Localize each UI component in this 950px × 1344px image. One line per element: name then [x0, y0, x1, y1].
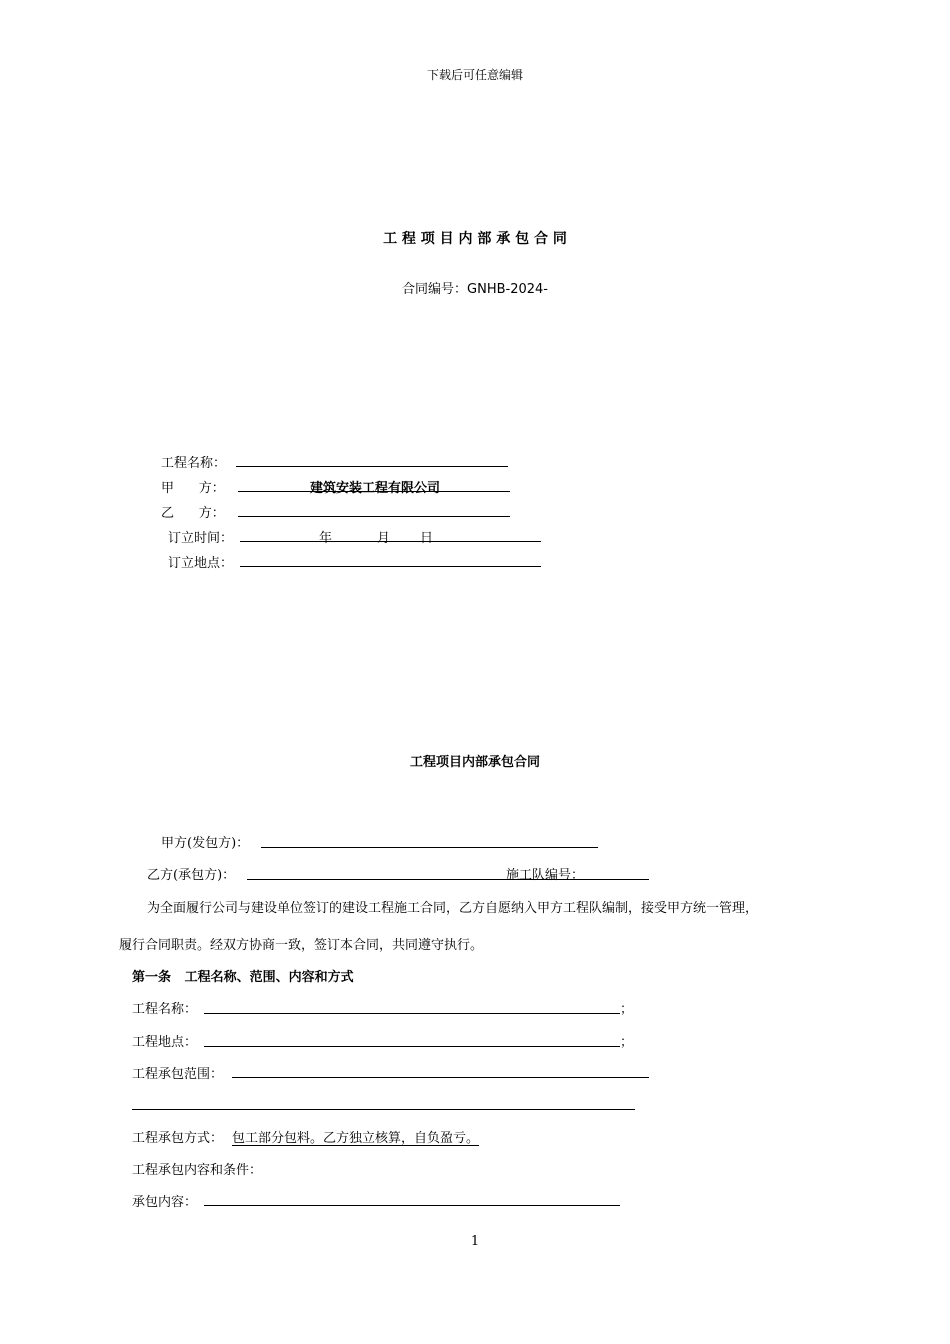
content-line [204, 1205, 620, 1206]
team-number-label: 施工队编号： [506, 868, 585, 883]
cover-date-line [240, 541, 541, 542]
cover-party-a-label: 甲 方： [161, 481, 225, 496]
project-name-line [204, 1013, 620, 1014]
scope-label: 工程承包范围： [132, 1067, 224, 1082]
cover-place-label: 订立地点： [168, 556, 234, 571]
project-location-semicolon: ； [620, 1035, 634, 1050]
cover-title: 工 程 项 目 内 部 承 包 合 同 [383, 231, 567, 247]
method-value: 包工部分包料。乙方独立核算，自负盈亏。 [232, 1131, 480, 1146]
project-location-label: 工程地点： [132, 1035, 198, 1050]
body-party-a-label: 甲方(发包方)： [161, 836, 250, 851]
article-1-title: 第一条 工程名称、范围、内容和方式 [132, 970, 354, 985]
intro-line-1: 为全面履行公司与建设单位签订的建设工程施工合同，乙方自愿纳入甲方工程队编制，接受甲方统一管理， [147, 901, 759, 916]
content-conditions-label: 工程承包内容和条件： [132, 1163, 263, 1178]
scope-line-1 [232, 1077, 649, 1078]
cover-place-line [240, 566, 541, 567]
cover-date-month: 月 [377, 531, 391, 546]
cover-party-a-value: 建筑安装工程有限公司 [310, 481, 441, 496]
cover-project-name-line [236, 466, 508, 467]
cover-party-b-label: 乙 方： [161, 506, 225, 521]
project-name-semicolon: ； [620, 1002, 634, 1017]
scope-line-2 [132, 1109, 635, 1110]
body-party-b-label: 乙方(承包方)： [147, 868, 236, 883]
method-label: 工程承包方式： [132, 1131, 224, 1146]
content-label: 承包内容： [132, 1195, 198, 1210]
cover-date-label: 订立时间： [168, 531, 234, 546]
contract-number: 合同编号：GNHB-2024- [402, 282, 548, 297]
cover-project-name-label: 工程名称： [161, 456, 227, 471]
body-party-b-line [247, 879, 649, 880]
intro-line-2: 履行合同职责。经双方协商一致，签订本合同，共同遵守执行。 [119, 938, 484, 953]
body-party-a-line [261, 847, 598, 848]
body-title: 工程项目内部承包合同 [409, 755, 540, 770]
project-name-label: 工程名称： [132, 1002, 198, 1017]
project-location-line [204, 1046, 620, 1047]
cover-date-year: 年 [319, 531, 333, 546]
cover-date-day: 日 [420, 531, 434, 546]
page-number: 1 [470, 1234, 480, 1249]
cover-party-b-line [238, 516, 510, 517]
header-note: 下载后可任意编辑 [426, 68, 523, 82]
